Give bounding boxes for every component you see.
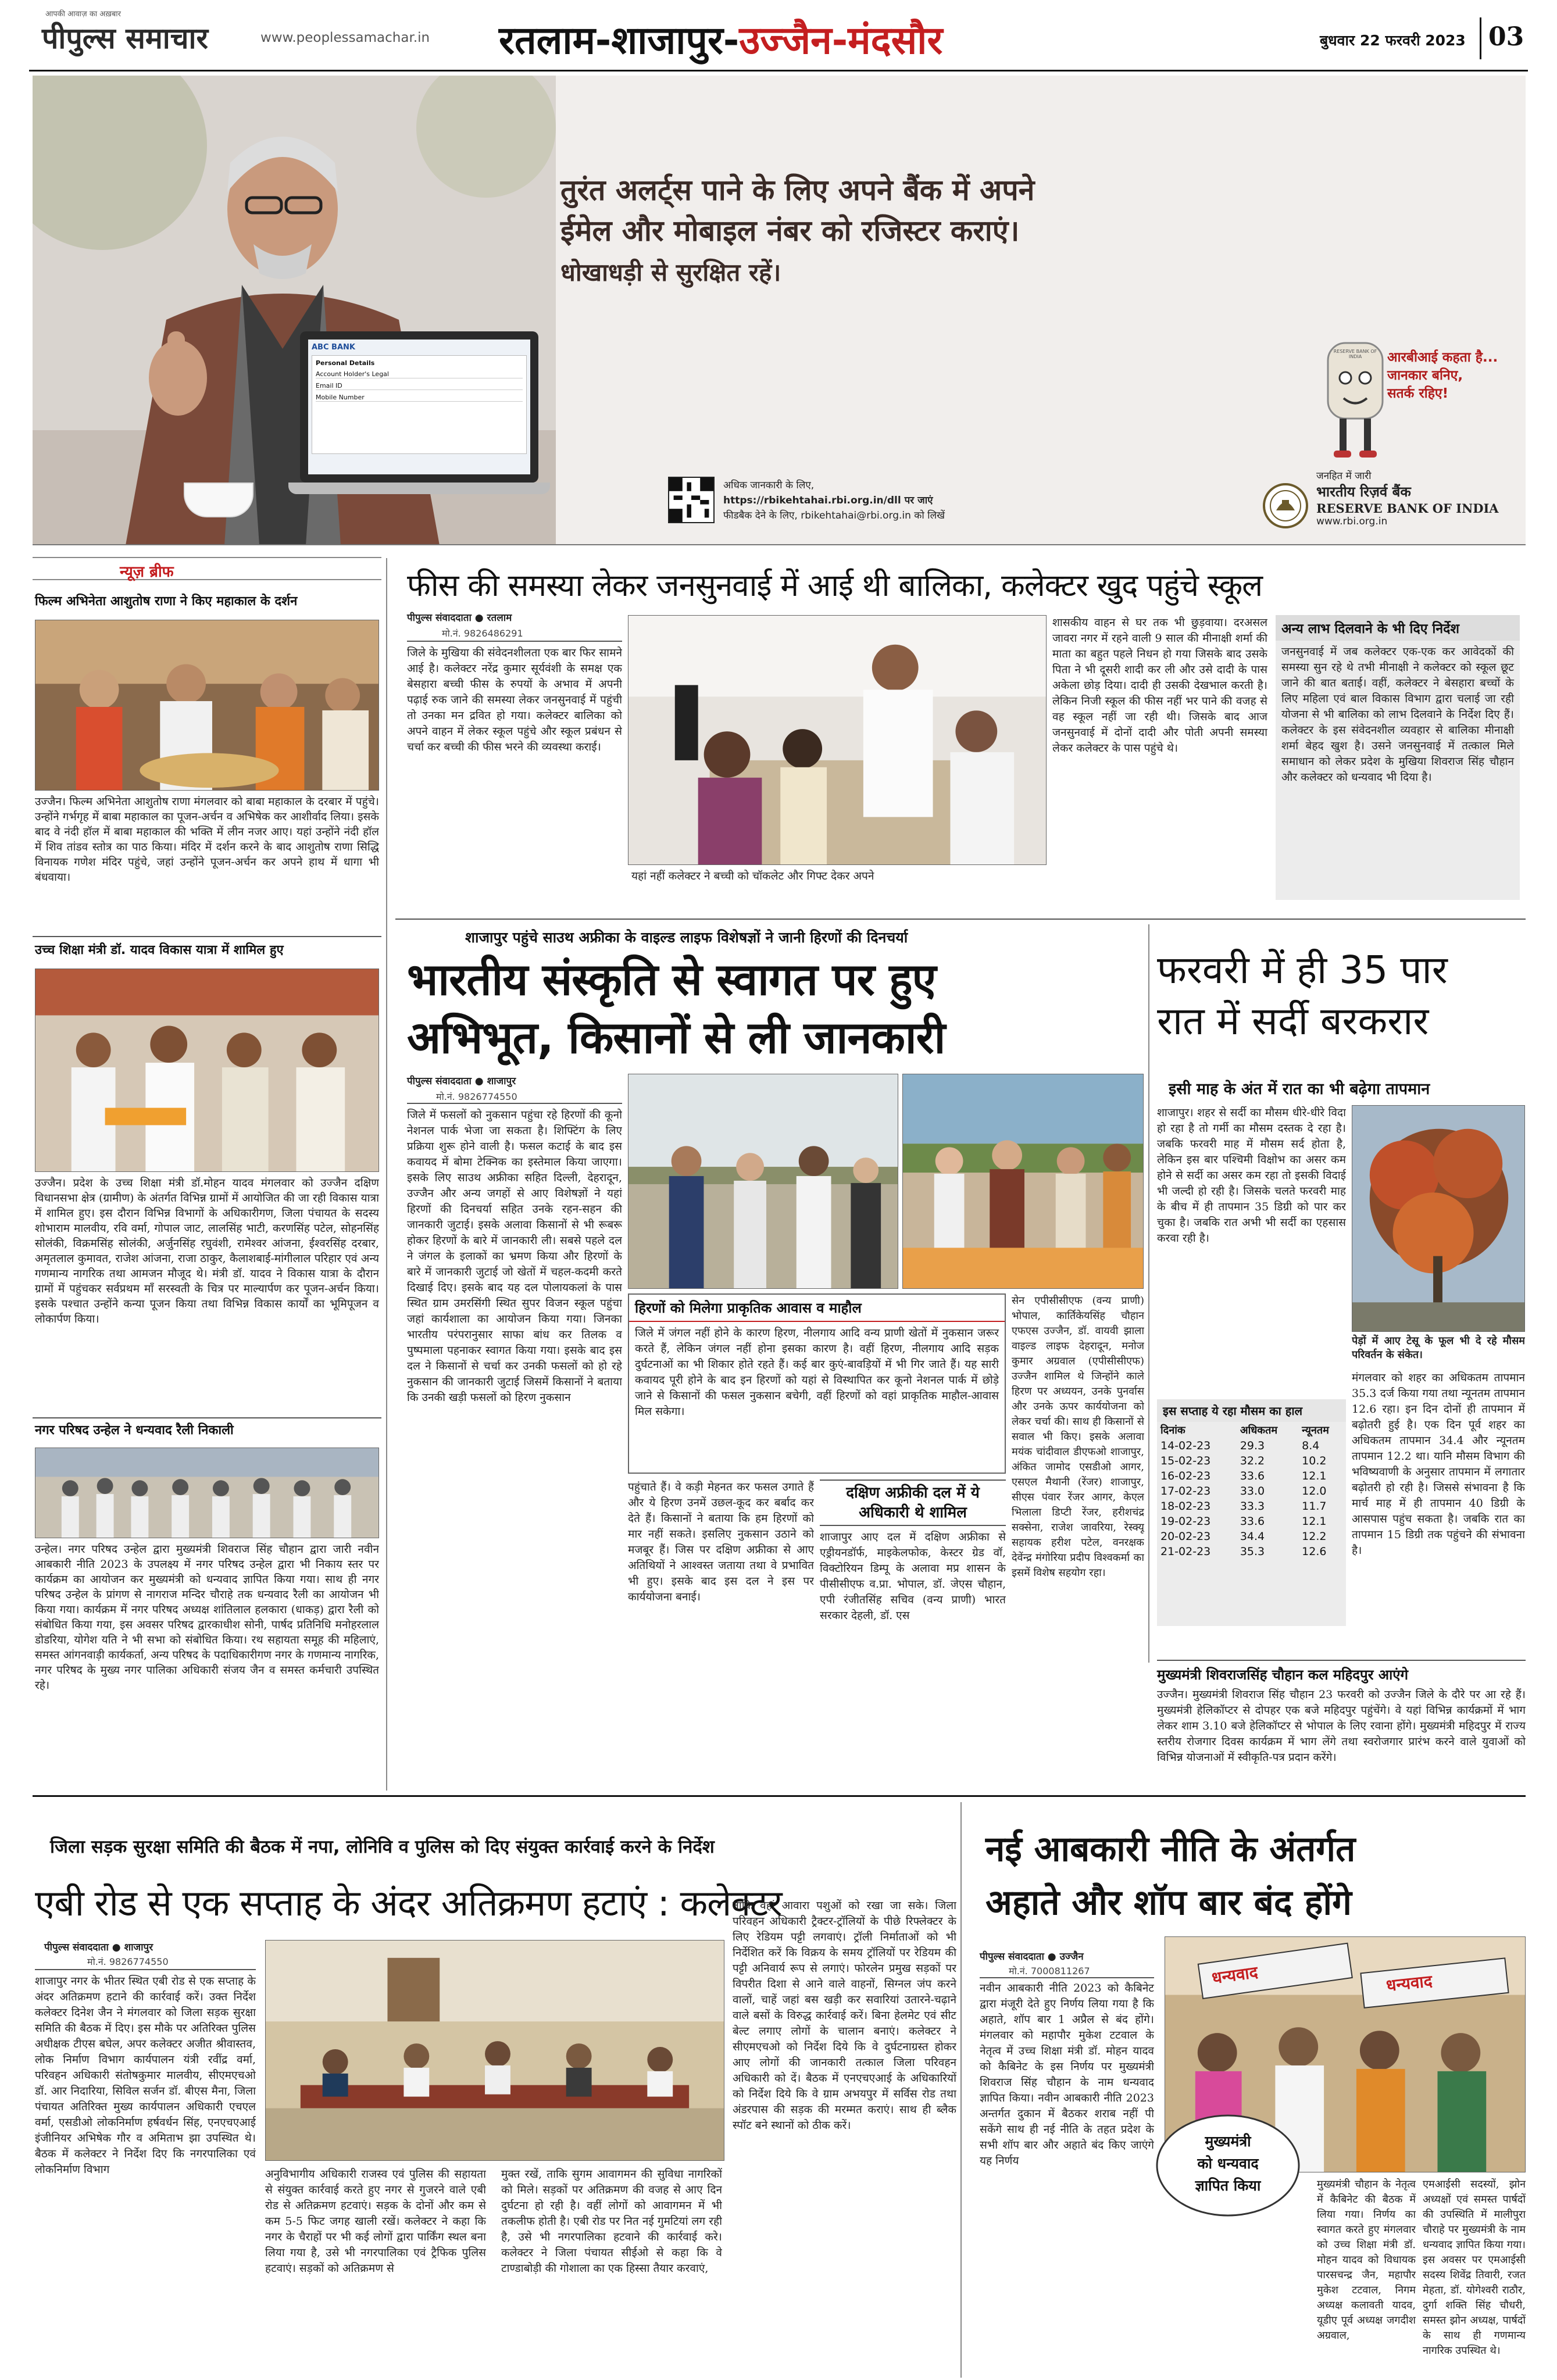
cm-visit-text: उज्जैन। मुख्यमंत्री शिवराज सिंह चौहान 23 फरवरी को उज्जैन जिले के दौरे पर आ रहे हैं। मुख्यमंत्री हेलिकॉप्टर से दोपहर एक बजे महिदपुर पहुंचेंगे। वे यहां विभिन्न कार्यक्रमों में भाग लेकर शाम 3.10 बजे हेलिकॉप्टर से भोपाल के लिए रवाना होंगे। मुख्यमंत्री महिदपुर में राज्य स्तरीय रोजगार दिवस कार्यक्रम में भाग लेंगे तथा स्वरोजगार प्रारंभ करने वाले युवाओं को विभिन्न योजनाओं में स्वीकृति-पत्र प्रदान करेंगे। (1157, 1688, 1526, 1764)
bank-name-english: RESERVE BANK OF INDIA (1316, 501, 1499, 516)
story3-headline: नगर परिषद उन्हेल ने धन्यवाद रैली निकाली (35, 1423, 234, 1438)
weather-text-1: शाजापुर। शहर से सर्दी का मौसम धीरे-धीरे विदा हो रहा है तो गर्मी का मौसम दस्तक दे रहा है। जबकि फरवरी माह में मौसम सर्द होता है, लेकिन इस बार पश्चिमी विक्षोभ का असर कम होने से सर्दी का असर कम रहा तो इसकी विदाई भी जल्दी हो रही है। जिसके चलते फरवरी माह के बीच में ही तापमान 35 डिग्री को पार कर चुका है। जबकि रात अभी भी सर्दी का एहसास करवा रही है। (1157, 1106, 1346, 1245)
story3-text: उन्हेल। नगर परिषद उन्हेल द्वारा मुख्यमंत्री शिवराज सिंह चौहान द्वारा जारी नवीन आबकारी नीति 2023 के उपलक्ष्य में नगर परिषद उन्हेल द्वारा भी निकाय स्तर पर कार्यक्रम का आयोजन कर मुख्यमंत्री को धन्यवाद ज्ञापित किया गया। साथ ही नगर परिषद उन्हेल के प्रांगण से नागराज मन्दिर चौराहे तक धन्यवाद रैली का आयोजन भी किया गया। कार्यक्रम में नगर परिषद अध्यक्ष शांतिलाल हलकारा (धाकड़) द्वारा रैली को संबोधित किया गया, इस अवसर परिषद द्वारकाधीश सोनी, पार्षद प्रतिनिधि मनोहरलाल डोडरिया, योगेश यति ने भी सभा को संबोधित किया। रथ सहायता समूह की महिलाएं, समस्त आंगनवाड़ी कार्यकर्ता, अन्य परिषद के पदाधिकारीगण नगर के गणमान्य नागरिक, नगर परिषद के मुख्य नगर पालिका अधिकारी संजय जैन व समस्त कर्मचारी उपस्थित रहे। (35, 1543, 379, 1692)
badge-line-3: ज्ञापित किया (1195, 2177, 1261, 2194)
africa-kicker: शाजापुर पहुंचे साउथ अफ्रीका के वाइल्ड लाइफ विशेषज्ञों ने जानी हिरणों की दिनचर्या (465, 929, 908, 946)
africa-col-right: सेन एपीसीसीएफ (वन्य प्राणी) भोपाल, कार्तिकेयसिंह चौहान एफएस उज्जैन, डॉ. वायवी झाला वाइल्ड लाइफ देहरादून, मनोज कुमार अग्रवाल (एपीसीसीएफ) उज्जैन शामिल थे जिन्होंने काले हिरण पर अध्ययन, उनके पुनर्वास और उनके ऊपर कार्ययोजना को लेकर चर्चा की। साथ ही किसानों से सवाल भी किए। इसके अलावा मयंक चांदीवाल डीएफओ शाजापुर, अंकित जामोद एसडीओ आगर, एसएल मैथानी (रेंजर) शाजापुर, सीएस पंवार रेंजर आगर, केएल भिलाला डिप्टी रेंजर, हरीशचंद्र सक्सेना, राजेश जावरिया, रेस्क्यू सहायक हरीश पटेल, वनरक्षक देवेंन्द्र मंगोरिया प्रदीप विश्वकर्मा का इसमें विशेष सहयोग रहा। (1012, 1295, 1144, 1579)
ad-headline-line-2: ईमेल और मोबाइल नंबर को रजिस्टर कराएं। (560, 214, 1020, 248)
africa-headline-line-2: अभिभूत, किसानों से ली जानकारी (407, 1012, 945, 1063)
weather-photo (1352, 1105, 1525, 1332)
laptop-screen (308, 340, 530, 474)
weather-table-header (1157, 1422, 1346, 1438)
cell-min: 12.1 (1302, 1470, 1327, 1482)
badge-line-1: मुख्यमंत्री (1205, 2133, 1251, 2150)
africa-col1: जिले में फसलों को नुकसान पहुंचा रहे हिरणों की कूनो नेशनल पार्क भेजा जा सकता है। शिफ्टिंग के लिए प्रक्रिया शुरू होने वाली है। फसल कटाई के बाद इस कवायद में बोमा टेक्निक का इस्तेमाल किया जाएगा। इसके लिए साउथ अफ्रीका सहित दिल्ली, देहरादून, उज्जैन और अन्य जगहों से आए विशेषज्ञों ने यहां हिरणों की दिनचर्या सहित उनके रहन-सहन की जानकारी जुटाई। इसके अलावा किसानों से भी रूबरू होकर हिरणों के बारे में जानकारी ली। सबसे पहले दल ने जंगल के इलाकों का भ्रमण किया और हिरणों के बारे में जानकारी जुटाई जो खेतों में चहल-कदमी करते दिखाई दिए। इसके बाद यह दल पोलायकलां के पास स्थित ग्राम उमरसिंगी स्थित सुपर विजन स्कूल पहुंचा जहां कार्यशाला का आयोजन किया गया। जिनका भारतीय परंपरानुसार साफा बांध कर तिलक व पुष्पमाला पहनाकर स्वागत किया गया। इसके बाद इस दल ने किसानों से चर्चा कर उनकी फसलों को हो रहे नुकसान की जानकारी जुटाई जिसमें किसानों ने बताया कि उनकी खड़ी फसलों को हिरण नुकसान (407, 1109, 622, 1404)
rbi-mascot (1317, 331, 1393, 465)
road-col2: अनुविभागीय अधिकारी राजस्व एवं पुलिस की सहायता से संयुक्त कार्रवाई करते हुए नगर से गुजरने वाले एबी रोड से अतिक्रमण हटवाएं। सड़क के दोनों और कम से कम 5-5 फिट जगह खाली रखें। कलेक्टर ने कहा कि नगर के चैराहों पर भी कई लोगों द्वारा पार्किंग स्थल बना लिया गया है, उसे भी नगरपालिका एवं ट्रैफिक पुलिस हटवाएं। सड़कों को अतिक्रमण से (265, 2168, 486, 2275)
africa-mobile: मो.नं. 9826774550 (436, 1091, 517, 1102)
cell-min: 11.7 (1302, 1500, 1327, 1513)
africa-box-text: जिले में जंगल नहीं होने के कारण हिरण, नीलगाय आदि वन्य प्राणी खेतों में नुकसान जरूर करते हैं, लेकिन जंगल नहीं होना इसका कारण है। वहीं हिरण, नीलगाय आदि सड़क दुर्घटनाओं का भी शिकार होते रहते हैं। कई बार कुएं-बावड़ियों में भी गिर जाते हैं। यह सारी कवायद पूरी होने के बाद इन हिरणों को यहां से विस्थापित कर कूनो नेशनल पार्क में छोड़े जाने से किसानों की फसल नुकसान बचेगी, वहीं हिरणों को वहां प्राकृतिक माहौल-आवास मिल सकेगा। (635, 1327, 999, 1418)
cell-date: 17-02-23 (1160, 1485, 1211, 1498)
road-headline: एबी रोड से एक सप्ताह के अंदर अतिक्रमण हटाएं : कलेक्टर (35, 1882, 782, 1924)
photo-banner-2: धन्यवाद (1385, 1971, 1433, 1996)
masthead-url: www.peoplessamachar.in (260, 30, 430, 45)
excise-headline-line-2: अहाते और शॉप बार बंद होंगे (985, 1882, 1352, 1923)
laptop-bank-name: ABC BANK (312, 343, 355, 352)
fees-headline: फीस की समस्या लेकर जनसुनवाई में आई थी बालिका, कलेक्टर खुद पहुंचे स्कूल (407, 568, 1263, 603)
road-mobile: मो.नं. 9826774550 (87, 1956, 169, 1967)
excise-story (968, 1799, 1526, 2380)
laptop-field-1: Account Holder's Legal (316, 370, 523, 378)
table-row (1157, 1453, 1346, 1468)
masthead-logo: पीपुल्स समाचार (42, 22, 208, 55)
story1-headline: फिल्म अभिनेता आशुतोष राणा ने किए महाकाल के दर्शन (35, 594, 298, 609)
ad-info-line-2: https://rbikehtahai.rbi.org.in/dll पर जाएं (723, 495, 933, 506)
bank-url: www.rbi.org.in (1316, 516, 1388, 527)
weather-headline-line-2: रात में सर्दी बरकरार (1157, 999, 1429, 1044)
weather-subhead: इसी माह के अंत में रात का भी बढ़ेगा तापमान (1169, 1080, 1430, 1098)
rbi-seal (1262, 483, 1309, 529)
table-row (1157, 1514, 1346, 1529)
story1-photo (35, 620, 379, 791)
ad-headline-line-1: तुरंत अलर्ट्स पाने के लिए अपने बैंक में अपने (560, 173, 1035, 207)
excise-mobile: मो.नं. 7000811267 (1009, 1966, 1090, 1977)
col-date: दिनांक (1160, 1424, 1185, 1436)
region-part-1: रतलाम-शाजापुर- (499, 18, 740, 63)
excise-badge (1155, 2113, 1301, 2218)
rbi-advertisement (33, 76, 1526, 545)
laptop-form-title: Personal Details (316, 359, 375, 367)
weather-table (1157, 1422, 1346, 1559)
road-story (33, 1799, 957, 2380)
story2-photo (35, 969, 379, 1172)
weather-table-title: इस सप्ताह ये रहा मौसम का हाल (1157, 1399, 1346, 1422)
rbi-says (1387, 349, 1498, 403)
ad-headline-line-3: धोखाधड़ी से सुरक्षित रहें। (560, 258, 781, 287)
table-row (1157, 1499, 1346, 1514)
weather-photo-caption: पेड़ों में आए टेसू के फूल भी दे रहे मौसम परिवर्तन के संकेत। (1352, 1335, 1525, 1361)
tea-cup (184, 483, 253, 517)
cell-min: 10.2 (1302, 1455, 1327, 1467)
cell-max: 29.3 (1240, 1439, 1265, 1452)
cm-visit-headline: मुख्यमंत्री शिवराजसिंह चौहान कल महिदपुर आएंगे (1157, 1667, 1409, 1683)
fees-photo (628, 615, 1047, 865)
africa-headline-line-1: भारतीय संस्कृति से स्वागत पर हुए (407, 953, 936, 1005)
fees-story (395, 552, 1526, 913)
africa-sub-text: शाजापुर आए दल में दक्षिण अफ्रीका से एड्रीयनडॉर्फ, माइकेलफोक, केस्टर ग्रेड वॉ, विक्टोरियन डिम्पू के अलावा मप्र शासन के पीसीसीएफ व.प्रा. भोपाल, डॉ. जेएस चौहान, एपी रंजीतसिंह सचिव (वन्य प्राणी) भारत सरकार देहली, डॉ. एस (820, 1531, 1006, 1622)
masthead-date: बुधवार 22 फरवरी 2023 (1320, 32, 1466, 49)
cell-min: 12.2 (1302, 1530, 1327, 1543)
africa-photo-1 (628, 1074, 898, 1289)
laptop-illustration (288, 331, 550, 529)
rbi-says-line-2: जानकार बनिए, (1387, 368, 1463, 383)
col-max: अधिकतम (1240, 1424, 1278, 1436)
africa-sub (820, 1480, 1006, 1785)
cell-min: 12.1 (1302, 1515, 1327, 1528)
bank-name-hindi: भारतीय रिज़र्व बैंक (1316, 484, 1411, 500)
cell-min: 12.0 (1302, 1485, 1327, 1498)
africa-col-mid: पहुंचाते हैं। वे कड़ी मेहनत कर फसल उगाते हैं और ये हिरण उनमें उछल-कूद कर बर्बाद कर देते हैं। किसानों ने बताया कि हम हिरणों को मार नहीं सकते। इसलिए नुकसान उठाने को मजबूर हैं। जिस पर दक्षिण अफ्रीका से आए अतिथियों ने आश्वस्त जताया तथा वे प्रभावित भी हुए। इसके बाद इस दल ने इस पर कार्ययोजना बनाई। (628, 1481, 814, 1603)
africa-sub-title: दक्षिण अफ्रीकी दल में ये अधिकारी थे शामिल (820, 1480, 1006, 1526)
laptop-field-2: Email ID (316, 382, 523, 390)
weather-headline (1157, 945, 1526, 1047)
ad-info-line-1: अधिक जानकारी के लिए, (723, 480, 815, 491)
africa-box-title: हिरणों को मिलेगा प्राकृतिक आवास व माहौल (629, 1295, 1005, 1322)
rbi-says-line-1: आरबीआई कहता है... (1387, 350, 1498, 365)
table-row (1157, 1468, 1346, 1484)
badge-line-2: को धन्यवाद (1197, 2155, 1259, 2172)
fees-mobile: मो.नं. 9826486291 (442, 628, 523, 639)
fees-sidebar (1276, 615, 1520, 900)
weather-text-2: मंगलवार को शहर का अधिकतम तापमान 35.3 दर्ज किया गया तथा न्यूनतम तापमान 12.6 रहा। इन दिन दोनों ही तापमान में बढ़ोतरी हुई है। एक दिन पूर्व शहर का अधिकतम तापमान 34.4 और न्यूनतम तापमान 12.2 था। यानि मौसम विभाग की भविष्यवाणी के अनुसार तापमान में लगातार बढ़ोतरी हो रही है। जिससे संभावना है कि मार्च माह में ही तापमान 40 डिग्री के आसपास पहुंच सकता है। जबकि रात का तापमान 15 डिग्री तक पहुंचने की संभावना है। (1352, 1371, 1525, 1557)
story2-text: उज्जैन। प्रदेश के उच्च शिक्षा मंत्री डॉ.मोहन यादव मंगलवार को उज्जैन दक्षिण विधानसभा क्षेत्र (ग्रामीण) के अंतर्गत विभिन्न ग्रामों में आयोजित की जा रही विकास यात्रा में शामिल हुए। इस दौरान विभिन्न विभागों के अधिकारीगण, जिला पंचायत के सदस्य शोभाराम मालवीय, रवि वर्मा, गोपाल जाट, लालसिंह भाटी, करणसिंह पटेल, सोहनसिंह सोलंकी, विक्रमसिंह सोलंकी, अर्जुनसिंह रघुवंशी, रामेश्वर आंजना, ईश्वरसिंह दरबार, अमृतलाल कुमावत, राजेश आंजना, राजा ठाकुर, कैलाशबाई-मांगीलाल परिहार एवं अन्य गणमान्य नागरिक तथा आमजन मौजूद थे। मंत्री डॉ. यादव ने विकास यात्रा के दौरान ग्रामों में पहुंचकर सर्वप्रथम माँ सरस्वती के चित्र पर माल्यार्पण कर पूजन-अर्चन किया। इसके पश्चात उन्होंने कन्या पूजन किया तथा विभिन्न विकास कार्यों का भूमिपूजन व लोकार्पण किया। (35, 1177, 379, 1325)
story1-text: उज्जैन। फिल्म अभिनेता आशुतोष राणा मंगलवार को बाबा महाकाल के दरबार में पहुंचे। उन्होंने गर्भगृह में बाबा महाकाल का पूजन-अर्चन व अभिषेक कर आशीर्वाद लिया। इसके बाद वे नंदी हॉल में बाबा महाकाल की भक्ति में लीन नजर आए। यहां उन्होंने नंदी हॉल में शिव तांडव स्तोत्र का पाठ किया। मंदिर में दर्शन करने के बाद आशुतोष राणा सिद्धि विनायक गणेश मंदिर पहुंचे, जहां उन्होंने पूजन-अर्चन कर अपने हाथ में धागा भी बंधवाया। (35, 795, 379, 884)
rbi-issuer (1316, 469, 1499, 527)
cell-date: 20-02-23 (1160, 1530, 1211, 1543)
table-row (1157, 1484, 1346, 1499)
ad-info-line-3: फीडबैक देने के लिए, rbikehtahai@rbi.org.in को लिखें (723, 510, 945, 521)
weather-headline-line-1: फरवरी में ही 35 पार (1157, 948, 1448, 992)
ad-info (723, 478, 945, 523)
road-kicker: जिला सड़क सुरक्षा समिति की बैठक में नपा, लोनिवि व पुलिस को दिए संयुक्त कार्रवाई करने के निर्देश (50, 1836, 715, 1857)
cell-max: 33.6 (1240, 1515, 1265, 1528)
ad-headline (560, 170, 1034, 292)
africa-photo-2 (902, 1074, 1144, 1289)
road-photo (265, 1940, 724, 2161)
fees-caption: यहां नहीं कलेक्टर ने बच्ची को चॉकलेट और गिफ्ट देकर अपने (631, 870, 874, 882)
news-brief-column (33, 552, 381, 1785)
excise-headline (985, 1822, 1526, 1929)
mascot-note-label: RESERVE BANK OF INDIA (1333, 349, 1377, 359)
fees-col3: शासकीय वाहन से घर तक भी छुड़वाया। दरअसल जावरा नगर में रहने वाली 9 साल की मीनाक्षी शर्मा की माता का बहुत पहले निधन हो गया जिसके बाद उसके पिता ने भी दूसरी शादी कर ली और उसे दादी के पास अकेला छोड़ दिया। दादी ही उसकी देखभाल करती है। लेकिन निजी स्कूल की फीस नहीं भर पाने की वजह से वह स्कूल नहीं जा रही थी। जिसके बाद आज जनसुनवाई में दोनों दादी और पोती अपनी समस्या लेकर कलेक्टर के पास पहुंचे थे। (1052, 616, 1267, 755)
page-number: 03 (1488, 22, 1524, 52)
story3-photo (35, 1448, 379, 1538)
fees-sidebar-text: जनसुनवाई में जब कलेक्टर एक-एक कर आवेदकों की समस्या सुन रहे थे तभी मीनाक्षी ने कलेक्टर को स्कूल छूट जाने की बात बताई। वहीं, कलेक्टर ने बेसहारा बच्चों के लिए महिला एवं बाल विकास विभाग द्वारा चलाई जा रही योजना से भी बालिका को लाभ दिलवाने के निर्देश दिए हैं। कलेक्टर के इस संवेदनशील व्यवहार से बालिका मीनाक्षी शर्मा बेहद खुश है। उसने जनसुनवाई में तत्काल मिले समाधान को लेकर प्रदेश के मुखिया शिवराज सिंह चौहान और कलेक्टर को धन्यवाद भी दिया है। (1281, 645, 1514, 784)
cell-min: 8.4 (1302, 1439, 1320, 1452)
excise-byline: पीपुल्स संवाददाता ● उज्जैन (980, 1951, 1084, 1963)
col-min: न्यूनतम (1302, 1424, 1329, 1436)
rbi-says-line-3: सतर्क रहिए! (1387, 386, 1449, 401)
africa-headline (407, 950, 1145, 1067)
cm-visit-story (1157, 1663, 1526, 1791)
qr-code (668, 477, 715, 523)
cell-date: 15-02-23 (1160, 1455, 1211, 1467)
cell-date: 19-02-23 (1160, 1515, 1211, 1528)
issued-label: जनहित में जारी (1316, 470, 1372, 482)
cell-max: 33.6 (1240, 1470, 1265, 1482)
masthead-region (499, 13, 942, 65)
road-col3: मुक्त रखें, ताकि सुगम आवागमन की सुविधा नागरिकों को मिले। सड़कों पर अतिक्रमण की वजह से आए दिन दुर्घटना हो रही है। वहीं लोगों को आवागमन में भी तकलीफ होती है। एबी रोड पर नित नई गुमटियां लग रही है, उसे भी नगरपालिका हटवाने की कार्रवाई करे। कलेक्टर ने जिला पंचायत सीईओ से कहा कि वे टाण्डाबोड़ी की गोशाला का एक हिस्सा तैयार करवाएं, (501, 2168, 722, 2275)
road-col1: शाजापुर नगर के भीतर स्थित एबी रोड से एक सप्ताह के अंदर अतिक्रमण हटाने की कार्रवाई करें। उक्त निर्देश कलेक्टर दिनेश जैन ने मंगलवार को जिला सड़क सुरक्षा समिति की बैठक में दिए। इस मौके पर अतिरिक्त पुलिस अधीक्षक टीएस बघेल, अपर कलेक्टर अजीत श्रीवास्तव, लोक निर्माण विभाग कार्यपालन यंत्री रवींद्र वर्मा, परिवहन अधिकारी संतोषकुमार मालवीय, सीएमएचओ डॉ. आर निदारिया, सिविल सर्जन डॉ. बीएस मैना, जिला पंचायत अतिरिक्त मुख्य कार्यपालन अधिकारी एचएल वर्मा, एसडीओ लोकनिर्माण हर्षवर्धन सिंह, एनएचएआई इंजीनियर अभिषेक गौर व अमिताभ झा उपस्थित थे। बैठक में कलेक्टर ने निर्देश दिए कि नगरपालिका एवं लोकनिर्माण विभाग (35, 1975, 256, 2176)
road-byline: पीपुल्स संवाददाता ● शाजापुर (44, 1942, 153, 1953)
cell-max: 34.4 (1240, 1530, 1265, 1543)
excise-col1: नवीन आबकारी नीति 2023 को कैबिनेट द्वारा मंजूरी देते हुए निर्णय लिया गया है कि अहाते, शॉप बार 1 अप्रैल से बंद होंगे। मंगलवार को महापौर मुकेश टटवाल के नेतृत्व में उच्च शिक्षा मंत्री डॉ. मोहन यादव को कैबिनेट के इस निर्णय पर मुख्यमंत्री शिवराज सिंह चौहान के नाम धन्यवाद ज्ञापित किया। नवीन आबकारी नीति 2023 अन्तर्गत दुकान में बैठकर शराब नहीं पी सकेंगे साथ ही नई नीति के तहत प्रदेश के सभी शॉप बार और अहाते बंद किए जाएंगे यह निर्णय (980, 1982, 1154, 2167)
story2-headline: उच्च शिक्षा मंत्री डॉ. यादव विकास यात्रा में शामिल हुए (35, 943, 284, 957)
africa-story (395, 921, 1145, 1791)
cell-date: 14-02-23 (1160, 1439, 1211, 1452)
cell-max: 33.3 (1240, 1500, 1265, 1513)
region-part-2: उज्जैन-मंदसौर (739, 18, 943, 63)
africa-box (628, 1293, 1006, 1474)
excise-headline-line-1: नई आबकारी नीति के अंतर्गत (985, 1829, 1356, 1870)
weather-table-box (1157, 1399, 1346, 1626)
photo-banner-1: धन्यवाद (1210, 1962, 1259, 1988)
table-row (1157, 1438, 1346, 1453)
fees-sidebar-title: अन्य लाभ दिलवाने के भी दिए निर्देश (1276, 615, 1520, 641)
cell-max: 35.3 (1240, 1545, 1265, 1558)
excise-col3: एमआईसी सदस्यों, झोन अध्यक्षों एवं समस्त पार्षदों की उपस्थिति में मालीपुरा चौराहे पर मुख्यमंत्री के नाम धन्यवाद ज्ञापित किया गया। इस अवसर पर एमआईसी सदस्य शिवेंद्र तिवारी, रजत मेहता, डॉ. योगेश्वरी राठौर, दुर्गा शक्ति सिंह चौधरी, समस्त झोन अध्यक्ष, पार्षदों के साथ ही गणमान्य नागरिक उपस्थित थे। (1423, 2178, 1526, 2357)
table-row (1157, 1544, 1346, 1559)
brief-title-bar (33, 557, 381, 580)
excise-col2: मुख्यमंत्री चौहान के नेतृत्व में कैबिनेट की बैठक में लिया गया। निर्णय का स्वागत करते हुए मंगलवार को उच्च शिक्षा मंत्री डॉ. मोहन यादव को विधायक पारसचन्द्र जैन, महापौर मुकेश टटवाल, निगम अध्यक्ष कलावती यादव, यूडीए पूर्व अध्यक्ष जगदीश अग्रवाल, (1317, 2178, 1416, 2342)
cell-min: 12.6 (1302, 1545, 1327, 1558)
cell-date: 16-02-23 (1160, 1470, 1211, 1482)
laptop-field-3: Mobile Number (316, 394, 523, 402)
weather-story (1157, 921, 1526, 1660)
ad-background (33, 76, 1526, 545)
cell-date: 18-02-23 (1160, 1500, 1211, 1513)
masthead-tagline: आपकी आवाज़ का अख़बार (45, 10, 121, 19)
table-row (1157, 1529, 1346, 1544)
cell-max: 32.2 (1240, 1455, 1265, 1467)
masthead-rule (29, 70, 1528, 72)
masthead (0, 0, 1557, 74)
road-col4: ताकि वहां आवारा पशुओं को रखा जा सके। जिला परिवहन अधिकारी ट्रैक्टर-ट्रॉलियों के पीछे रिफ्लेक्टर के लिए रेडियम पट्टी लगवाएं। ट्रॉली निर्माताओं को भी निर्देशित करें कि विक्रय के समय ट्रॉलियों पर रेडियम की पट्टी अनिवार्य रूप से लगाएं। फोरलेन प्रमुख सड़कों पर विपरीत दिशा से आने वाले वाहनों, सिग्नल जंप करने वालों, चाहें जहां बस खड़ी कर सवारियां उतारने-चढ़ाने वाले बसों के विरुद्ध कार्रवाई करें। बिना हेलमेट एवं सीट बेल्ट लगाए लोगों के चालान बनाएं। कलेक्टर ने सीएमएचओ को निर्देश दिये कि वे दुर्घटनाग्रस्त होकर आए लोगों की जानकारी तत्काल जिला परिवहन अधिकारी को दें। बैठक में एनएचएआई के अधिकारियों को निर्देश दिये कि वे ग्राम अभयपुर में सर्विस रोड तथा अंडरपास की सड़क की मरम्मत कराएं। साथ ही ब्लैक स्पॉट बने स्थानों को ठीक करें। (733, 1899, 956, 2132)
cell-date: 21-02-23 (1160, 1545, 1211, 1558)
fees-col1: जिले के मुखिया की संवेदनशीलता एक बार फिर सामने आई है। कलेक्टर नरेंद्र कुमार सूर्यवंशी के समक्ष एक बेसहारा बच्ची फीस के रुपयों के अभाव में अपनी पढ़ाई रुक जाने की समस्या लेकर जनसुनवाई में पहुंची तो उनका मन द्रवित हो गया। कलेक्टर बालिका को अपने वाहन में लेकर स्कूल पहुंचे और स्कूल प्रबंधन से चर्चा कर बच्ची की फीस भरने की व्यवस्था कराई। (407, 646, 622, 753)
cell-max: 33.0 (1240, 1485, 1265, 1498)
africa-byline: पीपुल्स संवाददाता ● शाजापुर (407, 1075, 516, 1087)
fees-byline: पीपुल्स संवाददाता ● रतलाम (407, 612, 512, 624)
brief-title: न्यूज़ ब्रीफ (120, 563, 174, 581)
